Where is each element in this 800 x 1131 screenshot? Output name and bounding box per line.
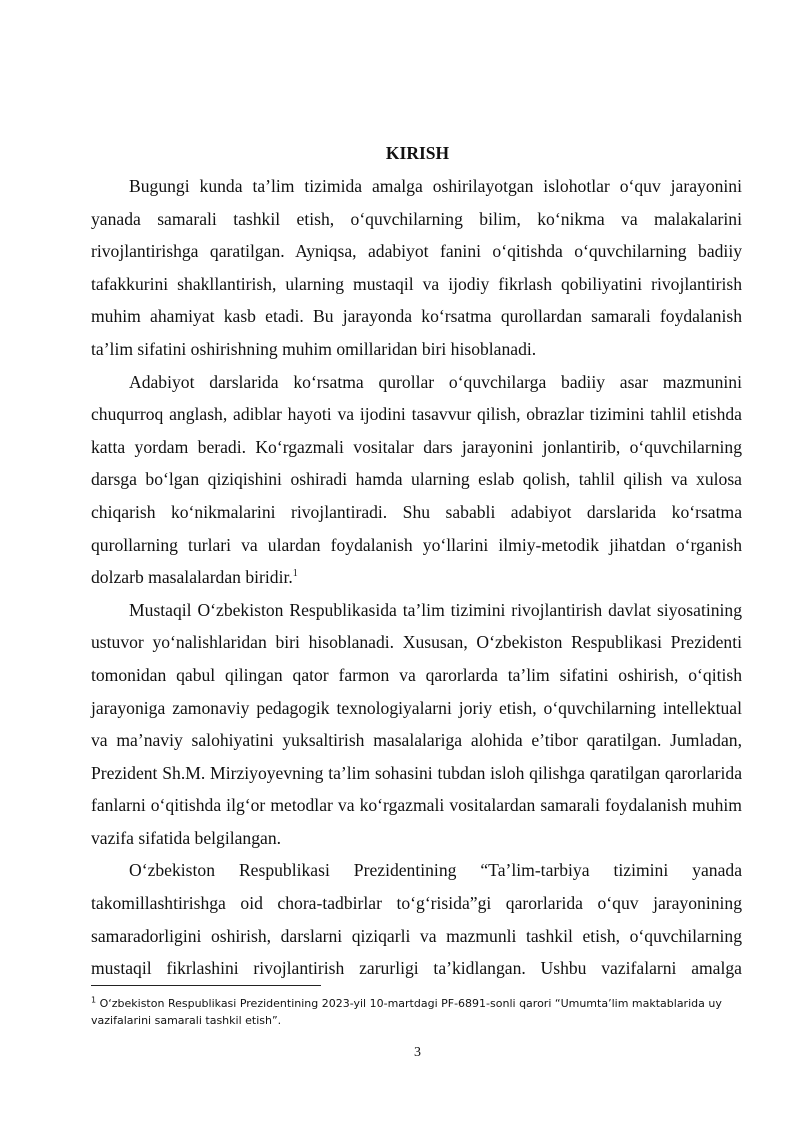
footnote-number: 1 bbox=[91, 995, 97, 1005]
page-number: 3 bbox=[414, 1045, 421, 1060]
footnote-reference[interactable]: 1 bbox=[292, 568, 298, 580]
paragraph-text: Bugungi kunda ta’lim tizimida amalga oshirilayotgan islohotlar o‘quv jarayonini yanada samarali tashkil etish, o‘quvchilarning bilim, ko‘nikma va malakalarini rivojlantirishga qaratilgan. Ayniqsa, adabiyot fanini o‘qitishda o‘quvchilarning badiiy tafakkurini shakllantirish, ularning mustaqil va ijodiy fikrlash qobiliyatini rivojlantirish muhim ahamiyat kasb etadi. Bu jarayonda ko‘rsatma qurollardan samarali foydalanish ta’lim sifatini oshirishning muhim omillaridan biri hisoblanadi. bbox=[91, 176, 742, 359]
paragraph-text: Mustaqil O‘zbekiston Respublikasida ta’lim tizimini rivojlantirish davlat siyosatining ustuvor yo‘nalishlaridan biri hisoblanadi. Xususan, O‘zbekiston Respublikasi Prezidenti tomonidan qabul qilingan qator farmon va qarorlarda ta’lim sifatini oshirish, o‘qitish jarayoniga zamonaviy pedagogik texnologiyalarni joriy etish, o‘quvchilarning intellektual va ma’naviy salohiyatini yuksaltirish masalalariga alohida e’tibor qaratilgan. Jumladan, Prezident Sh.M. Mirziyoyevning ta’lim sohasini tubdan isloh qilishga qaratilgan qarorlarida fanlarni o‘qitishda ilg‘or metodlar va ko‘rgazmali vositalardan samarali foydalanish muhim vazifa sifatida belgilangan. bbox=[91, 599, 742, 848]
footnote-text: O‘zbekiston Respublikasi Prezidentining 2023-yil 10-martdagi PF-6891-sonli qarori “Umumta’lim maktablarida uy vazifalarini samarali tashkil etish”. bbox=[91, 997, 722, 1027]
paragraph bbox=[91, 366, 742, 594]
paragraph bbox=[91, 170, 742, 366]
paragraph-text: Adabiyot darslarida ko‘rsatma qurollar o‘quvchilarga badiiy asar mazmunini chuqurroq anglash, adiblar hayoti va ijodini tasavvur qilish, obrazlar tizimini tahlil etishda katta yordam beradi. Ko‘rgazmali vositalar dars jarayonini jonlantirib, o‘quvchilarning darsga bo‘lgan qiziqishini oshiradi hamda ularning eslab qolish, tahlil qilish va xulosa chiqarish ko‘nikmalarini rivojlantiradi. Shu sababli adabiyot darslarida ko‘rsatma qurollarning turlari va ulardan foydalanish yo‘llarini ilmiy-metodik jihatdan o‘rganish dolzarb masalalardan biridir. bbox=[91, 371, 742, 588]
footnote-separator bbox=[91, 985, 321, 986]
paragraph-text: O‘zbekiston Respublikasi Prezidentining “Ta’lim-tarbiya tizimini yanada takomillashtirishga oid chora-tadbirlar to‘g‘risida”gi qarorlarida o‘quv jarayonining samaradorligini oshirish, darslarni qiziqarli va mazmunli tashkil etish, o‘quvchilarning mustaqil fikrlashini rivojlantirish zarurligi ta’kidlangan. Ushbu vazifalarni amalga bbox=[91, 860, 742, 979]
footnote bbox=[91, 995, 731, 1029]
section-title: KIRISH bbox=[385, 143, 450, 163]
body-text bbox=[91, 170, 742, 985]
paragraph bbox=[91, 594, 742, 855]
paragraph bbox=[91, 854, 742, 984]
